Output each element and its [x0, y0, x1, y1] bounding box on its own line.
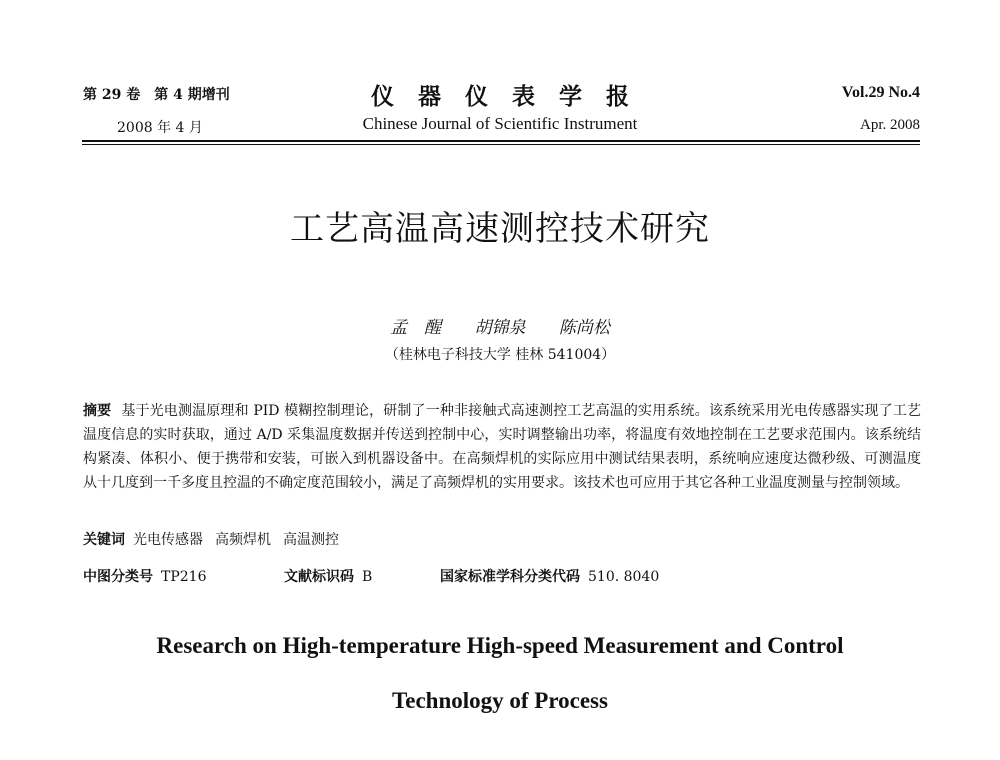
- author-name: 陈尚松: [558, 318, 610, 338]
- abstract: [83, 399, 921, 495]
- clc-label: 中图分类号: [83, 569, 153, 585]
- doc-code-label: 文献标识码: [284, 569, 354, 585]
- subject-code-value: 510. 8040: [588, 569, 660, 585]
- subject-code-label: 国家标准学科分类代码: [440, 569, 580, 585]
- author-name: 孟 醒: [390, 318, 442, 338]
- clc-value: TP216: [161, 569, 207, 585]
- subject-code: [440, 566, 659, 586]
- header-rule-thin: [82, 144, 920, 145]
- volume-issue-cn: 第 29 卷 第 4 期增刊: [83, 87, 230, 103]
- doc-code-value: B: [362, 569, 373, 585]
- document-code: [284, 566, 372, 586]
- keyword: 光电传感器: [133, 532, 203, 548]
- author-list: [0, 313, 1000, 338]
- paper-title-en-line2: Technology of Process: [392, 688, 608, 713]
- abstract-text: 基于光电测温原理和 PID 模糊控制理论，研制了一种非接触式高速测控工艺高温的实用系统。该系统采用光电传感器实现了工艺温度信息的实时获取，通过 A/D 采集温度数据并传送到控制中心，实时调整输出功率，将温度有效地控制在工艺要求范围内。该系统结构紧凑、体积小、便于携带和安装，可嵌入到机器设备中。在高频焊机的实际应用中测试结果表明，系统响应速度达微秒级、可测温度从十几度到一千多度且控温的不确定度范围较小，满足了高频焊机的实用要求。该技术也可应用于其它各种工业温度测量与控制领域。: [83, 403, 922, 491]
- keywords-label: 关键词: [83, 532, 125, 548]
- affiliation: （桂林电子科技大学 桂林 541004）: [384, 347, 616, 363]
- keyword: 高频焊机: [215, 532, 271, 548]
- header-rule-thick: [82, 140, 920, 142]
- paper-title-en-line1: Research on High-temperature High-speed Measurement and Control: [156, 633, 844, 658]
- clc-number: [83, 566, 206, 586]
- journal-title-cn: 仪器仪表学报: [371, 83, 653, 110]
- author-name: 胡锦泉: [474, 318, 526, 338]
- volume-issue-en: Vol.29 No.4: [841, 84, 920, 101]
- abstract-label: 摘要: [83, 403, 112, 419]
- date-en: Apr. 2008: [860, 117, 920, 133]
- journal-title-en: Chinese Journal of Scientific Instrument: [362, 114, 638, 133]
- paper-title-cn: 工艺高温高速测控技术研究: [290, 209, 710, 249]
- date-cn: 2008 年 4 月: [117, 120, 203, 136]
- keyword: 高温测控: [283, 532, 339, 548]
- keywords: [83, 529, 351, 549]
